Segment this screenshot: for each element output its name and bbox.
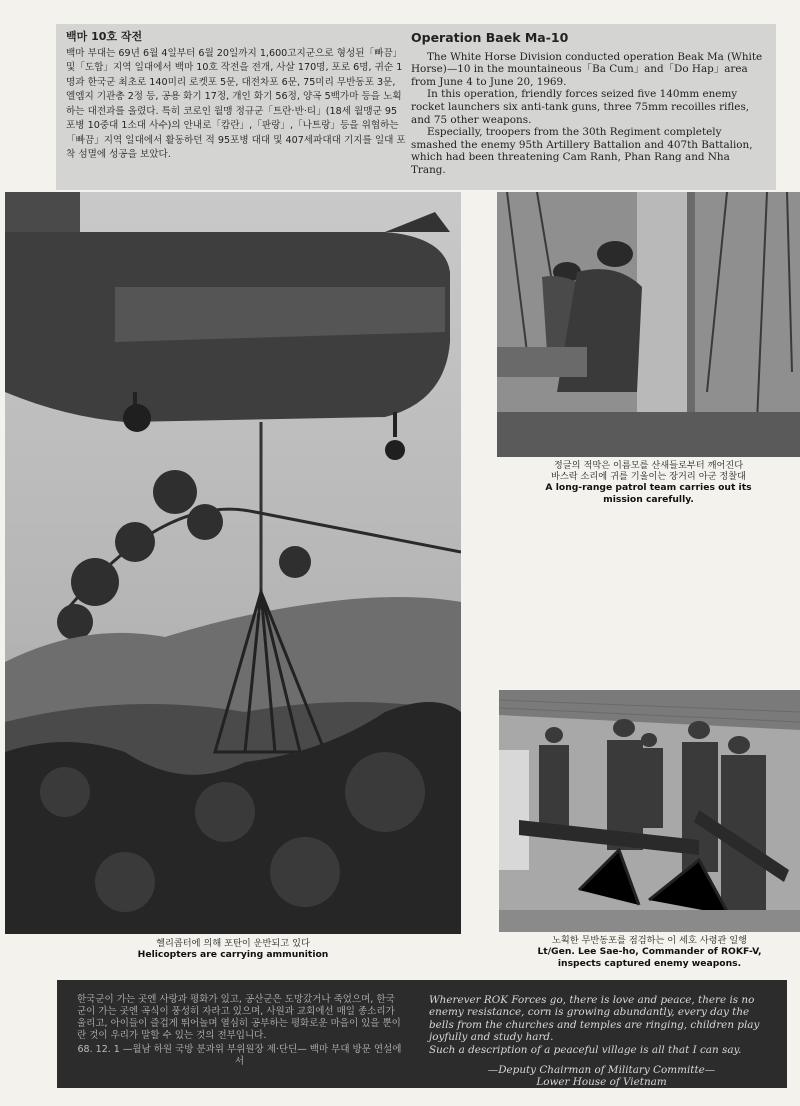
helicopter-caption [5,938,461,961]
footer-korean-quote-text: 한국군이 가는 곳엔 사랑과 평화가 있고, 공산군은 도망갔거나 죽었으며, 한국군이 가는 곳엔 곡식이 풍성히 자라고 있으며, 사원과 교회에선 매일 종소리가 울리고, 아이들이 즐겁게 뛰어놀며 열심히 공부하는 평화로운 마을이 있을 뿐이란 것이 우리가 말할 수 있는 것의 전부입니다. [77,994,401,1041]
weapons-photo [499,690,800,932]
footer-english-quote [429,994,774,1089]
helicopter-caption-english: Helicopters are carrying ammunition [137,949,329,960]
english-article-paragraph-1: The White Horse Division conducted operation Beak Ma (White Horse)—10 in the mountaineous「Ba Cum」and「Do Hap」area from June 4 to June 20, 1969. [411,50,763,88]
patrol-caption-english-line-2: mission carefully. [603,494,694,505]
korean-article-body: 백마 부대는 69년 6월 4일부터 6월 20일까지 1,600고지군으로 형성된「빠끔」및「도합」지역 일대에서 백마 10호 작전을 전개, 사살 170명, 포로 6명, 귀순 1명과 한국군 최초로 140미리 로켓포 5문, 대전차포 6문, 75미리 무반동포 3문, 엘엠지 기관총 2정 등, 공용 화기 17정, 개인 화기 56정, 양곡 5백가마 등을 노획하는 대전과를 올렸다. 특히 코로인 월맹 정규군「트란·반·티」(18세 월맹군 95포병 10중대 1소대 사수)의 안내로「캄란」,「판랑」,「나트랑」등을 위협하는「빠끔」지역 일대에서 활동하던 적 95포병 대대 및 407세파대대 기지를 일대 포착 섬멸에 성공을 보았다. [66,47,406,160]
patrol-caption-korean-line-1: 정글의 적막은 이름모를 산새들로부터 깨어진다 [553,460,744,471]
weapons-caption-english-line-1: Lt/Gen. Lee Sae-ho, Commander of ROKF-V, [537,946,762,957]
patrol-caption-korean-line-2: 바스락 소리에 귀를 기울이는 장거리 아군 정찰대 [550,471,747,482]
weapons-caption [499,935,800,970]
header-panel [56,24,776,190]
weapons-caption-english-line-2: inspects captured enemy weapons. [557,958,742,969]
footer-korean-quote [77,994,402,1068]
footer-english-quote-text-2: Such a description of a peaceful village is all that I can say. [429,1043,742,1056]
footer-korean-signature: 68. 12. 1 —월남 하원 국방 분과위 부위원장 제·단딘— 백마 부대 방문 연설에서 [77,1044,402,1067]
english-article-title: Operation Baek Ma-10 [411,30,569,45]
weapons-caption-korean: 노획한 무반동포를 점검하는 이 세호 사령관 일행 [551,935,748,946]
helicopter-photo [5,192,461,934]
footer-english-signature-1: —Deputy Chairman of Military Committe— [487,1064,716,1077]
patrol-caption [497,460,800,506]
footer-quote-panel [57,980,787,1088]
helicopter-caption-korean: 헬리콥터에 의해 포탄이 운반되고 있다 [156,938,310,949]
english-article [411,32,766,177]
english-article-paragraph-3: Especially, troopers from the 30th Regiment completely smashed the enemy 95th Artillery Battalion and 407th Battalion, which had been threatening Cam Ranh, Phan Rang and Nha Trang. [411,126,753,176]
patrol-photo [497,192,800,457]
korean-article [66,30,406,163]
patrol-caption-english-line-1: A long-range patrol team carries out its [545,482,752,493]
english-article-paragraph-2: In this operation, friendly forces seized five 140mm enemy rocket launchers six anti-tank guns, three 75mm recoilles rifles, and 75 other weapons. [411,88,750,126]
korean-article-title: 백마 10호 작전 [66,30,143,43]
footer-english-quote-text: Wherever ROK Forces go, there is love and peace, there is no enemy resistance, corn is growing abundantly, every day the bells from the churches and temples are ringing, children play joyfully and study hard. [429,994,760,1044]
footer-english-signature-2: Lower House of Vietnam [536,1076,667,1089]
